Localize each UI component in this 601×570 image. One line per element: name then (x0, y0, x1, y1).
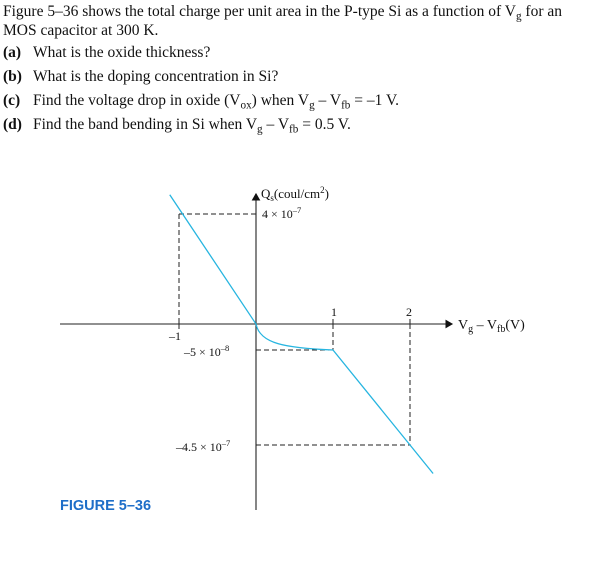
intro-sub: g (515, 10, 522, 23)
ylabel-rest: (coul/cm (273, 186, 321, 201)
sub: fb (289, 123, 299, 136)
y-tick-exponent: –7 (292, 205, 302, 215)
question-text: Find the voltage drop in oxide (V (33, 92, 241, 109)
sub: g (309, 99, 315, 112)
axes (60, 194, 452, 510)
sub: ox (240, 99, 252, 112)
figure-caption: FIGURE 5–36 (60, 498, 152, 514)
question-label: (b) (3, 68, 22, 85)
question-text: = –1 V. (350, 92, 400, 109)
x-axis-label (458, 318, 525, 335)
ylabel-sub: s (270, 193, 274, 203)
x-tick-label: 2 (406, 305, 412, 319)
xlabel-sub1: g (468, 324, 474, 335)
x-tick-label: 1 (331, 305, 337, 319)
question-text: What is the doping concentration in Si? (33, 68, 279, 85)
question-label: (a) (3, 44, 22, 61)
y-tick-label: $4 \times 10^{-7}$ (262, 205, 302, 221)
qs-series-line (170, 195, 433, 474)
x-tick-label: –1 (169, 329, 181, 343)
question-label: (d) (3, 116, 22, 133)
xlabel-sub2: fb (496, 324, 506, 335)
question-text: – V (262, 116, 290, 133)
axis-labels (168, 185, 525, 454)
y-tick-exponent: –8 (220, 343, 230, 353)
guide-lines (179, 214, 410, 445)
question-text: = 0.5 V. (298, 116, 351, 133)
y-tick-label: $-4.5 \times 10^{-7}$ (176, 438, 231, 454)
sub: g (257, 123, 263, 136)
question-text: Find the band bending in Si when V (33, 116, 258, 133)
xlabel-v: V (458, 318, 469, 333)
y-axis-label (261, 185, 329, 203)
ylabel-q: Q (261, 186, 271, 201)
xlabel-mid: – V (473, 318, 497, 333)
question-text: ) when V (251, 92, 310, 109)
charge-curve (170, 195, 433, 474)
intro-text: Figure 5–36 shows the total charge per unit area in the P-type Si as a function of V (3, 3, 516, 20)
sub: fb (341, 99, 351, 112)
question-label: (c) (3, 92, 21, 109)
ylabel-sup: 2 (320, 185, 325, 195)
intro-text-end: for an MOS capacitor at 300 K. (3, 3, 562, 39)
y-tick-exponent: –7 (221, 438, 231, 448)
ylabel-end: ) (324, 186, 329, 201)
question-text: – V (314, 92, 342, 109)
question-text: What is the oxide thickness? (33, 44, 211, 61)
y-tick-label: $-5 \times 10^{-8}$ (184, 343, 230, 359)
xlabel-end: (V) (505, 318, 525, 333)
